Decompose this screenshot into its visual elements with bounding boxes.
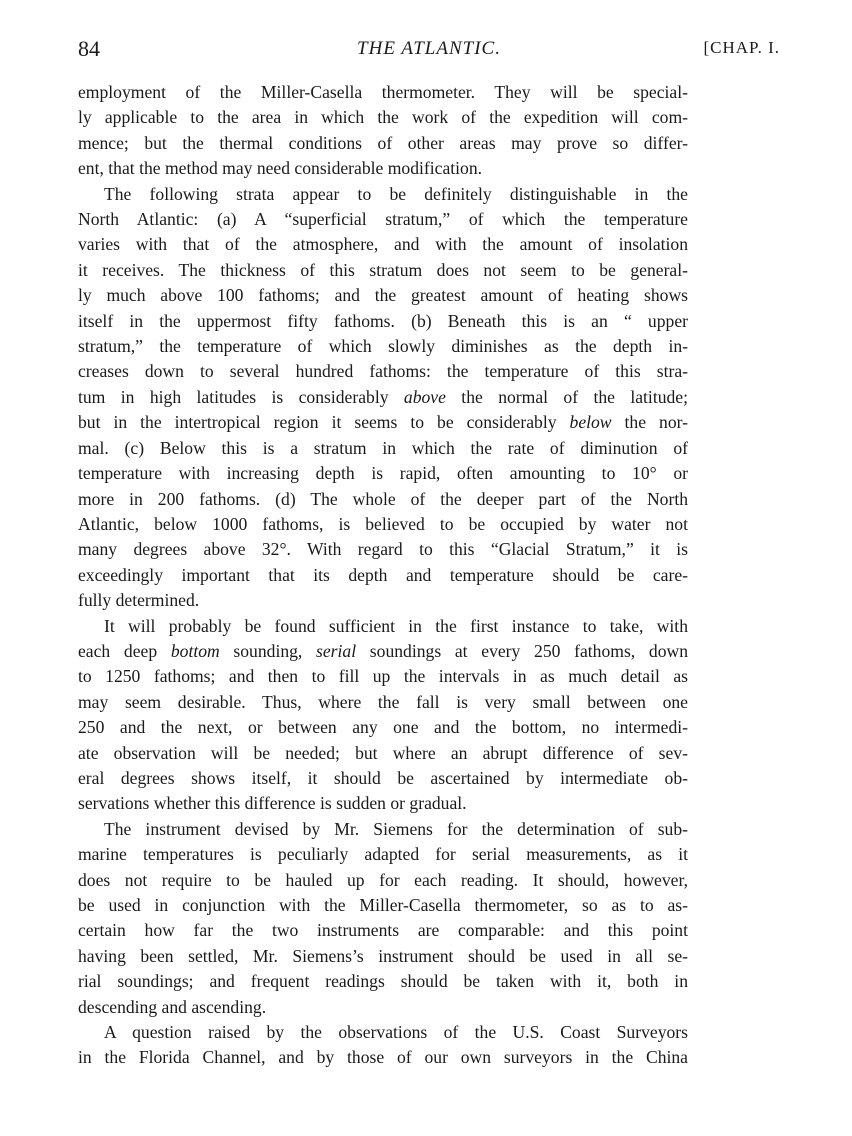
text-run: but in the intertropical region it seems to be considerably [78, 412, 570, 433]
paragraph [78, 182, 688, 614]
text-run: more in 200 fathoms. (d) The whole of the deeper part of the North [78, 488, 688, 509]
text-run: exceedingly important that its depth and temperature should be care- [78, 564, 688, 585]
text-line [78, 207, 688, 232]
chapter-reference: [CHAP. I. [703, 38, 780, 57]
text-line [78, 156, 688, 181]
text-line [78, 309, 688, 334]
text-run: many degrees above 32°. With regard to this “Glacial Stratum,” it is [78, 539, 688, 560]
text-line [78, 664, 688, 689]
text-run: sounding, [219, 640, 317, 661]
text-run: The instrument devised by Mr. Siemens for the determination of sub- [104, 818, 688, 839]
text-line [78, 944, 688, 969]
italic-text: above [403, 386, 446, 407]
paragraph [78, 1020, 688, 1071]
text-line [78, 461, 688, 486]
italic-text: bottom [170, 640, 220, 661]
text-line [78, 105, 688, 130]
text-line [78, 791, 688, 816]
text-line [78, 258, 688, 283]
text-run: North Atlantic: (a) A “superficial stratum,” of which the temperature [78, 209, 688, 230]
text-line [78, 817, 688, 842]
text-line [78, 436, 688, 461]
text-line [78, 918, 688, 943]
body-text [78, 80, 688, 1071]
text-run: A question raised by the observations of the U.S. Coast Surveyors [104, 1022, 688, 1043]
text-line [78, 995, 688, 1020]
text-run: the normal of the latitude; [445, 386, 688, 407]
text-line [78, 537, 688, 562]
text-run: the nor- [611, 412, 688, 433]
text-run: It will probably be found sufficient in the first instance to take, with [104, 615, 688, 636]
running-head [78, 36, 780, 66]
text-run: ly much above 100 fathoms; and the greatest amount of heating shows [78, 285, 688, 306]
text-line [78, 182, 688, 207]
text-line [78, 868, 688, 893]
text-run: to 1250 fathoms; and then to fill up the intervals in as much detail as [78, 666, 688, 687]
text-run: ent, that the method may need considerable modification. [78, 158, 483, 179]
text-run: itself in the uppermost fifty fathoms. (b) Beneath this is an “ upper [78, 310, 688, 331]
text-run: Atlantic, below 1000 fathoms, is believed to be occupied by water not [78, 513, 688, 534]
text-line [78, 715, 688, 740]
text-run: servations whether this difference is sudden or gradual. [78, 793, 467, 814]
text-line [78, 512, 688, 537]
paragraph [78, 614, 688, 817]
text-run: mence; but the thermal conditions of other areas may prove so differ- [78, 132, 688, 153]
text-line [78, 131, 688, 156]
text-run: creases down to several hundred fathoms: the temperature of this stra- [78, 361, 688, 382]
paragraph [78, 817, 688, 1020]
text-line [78, 359, 688, 384]
text-line [78, 385, 688, 410]
text-line [78, 334, 688, 359]
italic-text: below [569, 412, 612, 433]
text-run: ly applicable to the area in which the work of the expedition will com- [78, 107, 688, 128]
running-title: THE ATLANTIC. [357, 38, 501, 59]
text-run: soundings at every 250 fathoms, down [356, 640, 688, 661]
text-run: eral degrees shows itself, it should be ascertained by intermediate ob- [78, 767, 688, 788]
text-run: tum in high latitudes is considerably [78, 386, 404, 407]
text-run: ate observation will be needed; but where an abrupt difference of sev- [78, 742, 688, 763]
text-line [78, 614, 688, 639]
text-line [78, 563, 688, 588]
page-number: 84 [78, 36, 100, 61]
text-run: descending and ascending. [78, 996, 267, 1017]
text-run: The following strata appear to be definitely distinguishable in the [104, 183, 688, 204]
text-run: does not require to be hauled up for each reading. It should, however, [78, 869, 688, 890]
text-line [78, 232, 688, 257]
text-line [78, 690, 688, 715]
text-run: 250 and the next, or between any one and the bottom, no intermedi- [78, 717, 688, 738]
text-run: rial soundings; and frequent readings should be taken with it, both in [78, 971, 688, 992]
text-line [78, 741, 688, 766]
text-line [78, 893, 688, 918]
text-line [78, 969, 688, 994]
text-run: certain how far the two instruments are comparable: and this point [78, 920, 688, 941]
text-run: employment of the Miller-Casella thermometer. They will be special- [78, 82, 688, 102]
italic-text: serial [316, 640, 357, 661]
text-run: varies with that of the atmosphere, and with the amount of insolation [78, 234, 688, 255]
text-line [78, 80, 688, 105]
text-run: in the Florida Channel, and by those of our own surveyors in the China [78, 1047, 688, 1068]
text-line [78, 639, 688, 664]
text-line [78, 410, 688, 435]
text-line [78, 283, 688, 308]
paragraph [78, 80, 688, 182]
text-run: having been settled, Mr. Siemens’s instrument should be used in all se- [78, 945, 688, 966]
text-run: marine temperatures is peculiarly adapted for serial measurements, as it [78, 844, 688, 865]
text-line [78, 766, 688, 791]
text-line [78, 487, 688, 512]
text-run: stratum,” the temperature of which slowly diminishes as the depth in- [78, 336, 688, 357]
text-line [78, 842, 688, 867]
text-run: mal. (c) Below this is a stratum in which the rate of diminution of [78, 437, 688, 458]
text-run: fully determined. [78, 590, 200, 611]
text-line [78, 588, 688, 613]
text-line [78, 1045, 688, 1070]
text-run: be used in conjunction with the Miller-Casella thermometer, so as to as- [78, 895, 688, 915]
text-run: temperature with increasing depth is rapid, often amounting to 10° or [78, 463, 688, 484]
text-run: it receives. The thickness of this stratum does not seem to be general- [78, 259, 688, 280]
text-run: each deep [78, 640, 171, 661]
text-run: may seem desirable. Thus, where the fall is very small between one [78, 691, 688, 712]
text-line [78, 1020, 688, 1045]
